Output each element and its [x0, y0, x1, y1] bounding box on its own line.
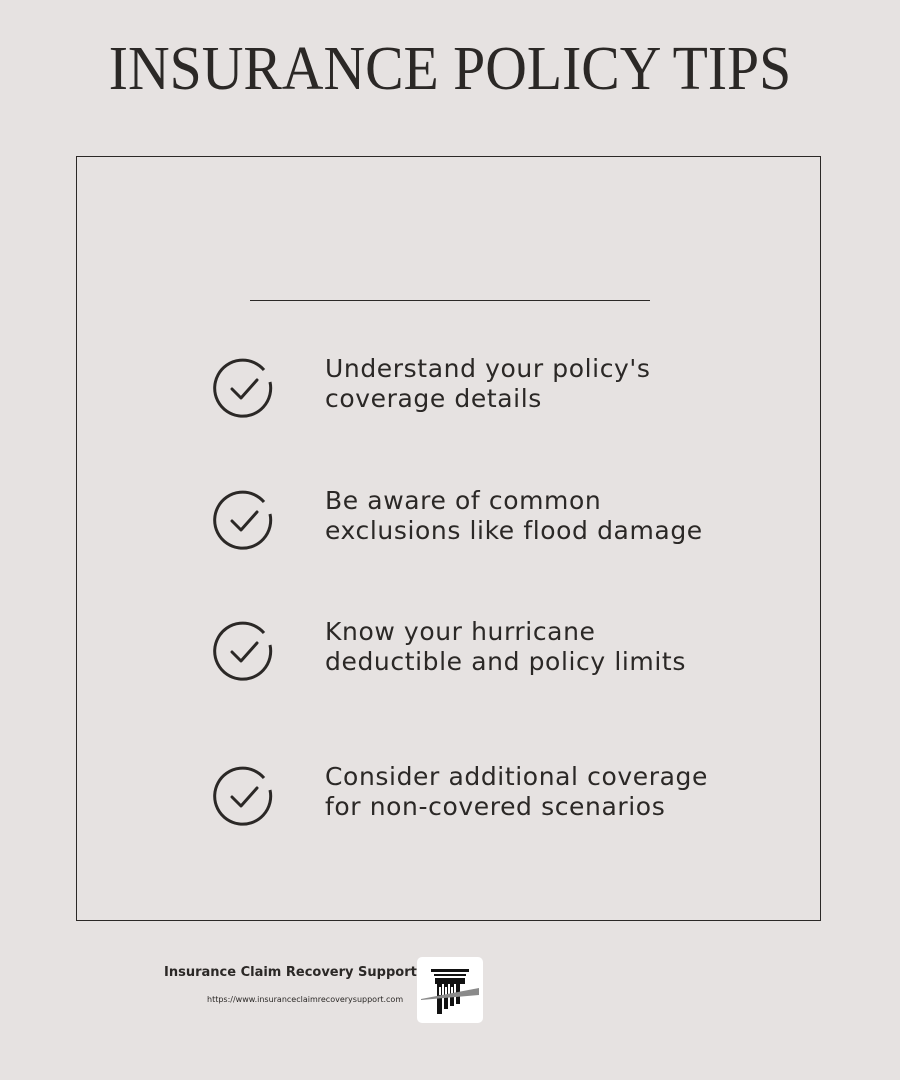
tip-text-line1: Be aware of common: [325, 486, 602, 515]
brand-name: Insurance Claim Recovery Support: [164, 965, 417, 980]
tip-text-line2: coverage details: [325, 384, 542, 413]
check-circle-icon: [212, 764, 276, 828]
tip-text-line1: Know your hurricane: [325, 617, 596, 646]
tip-item: [212, 619, 752, 689]
tip-item: [212, 488, 752, 558]
tip-text-line2: for non-covered scenarios: [325, 792, 666, 821]
tip-text-line1: Understand your policy's: [325, 354, 651, 383]
page-title: INSURANCE POLICY TIPS: [108, 35, 792, 103]
tip-text-line1: Consider additional coverage: [325, 762, 709, 791]
tip-item: [212, 356, 752, 426]
brand-url[interactable]: https://www.insuranceclaimrecoverysupport.com: [207, 995, 404, 1004]
divider-line: [250, 300, 650, 301]
tip-text-line2: exclusions like flood damage: [325, 516, 703, 545]
check-circle-icon: [212, 356, 276, 420]
tip-item: [212, 764, 752, 834]
check-circle-icon: [212, 488, 276, 552]
check-circle-icon: [212, 619, 276, 683]
brand-logo: [417, 957, 483, 1023]
tip-text-line2: deductible and policy limits: [325, 647, 686, 676]
pillar-logo-icon: [417, 957, 483, 1023]
